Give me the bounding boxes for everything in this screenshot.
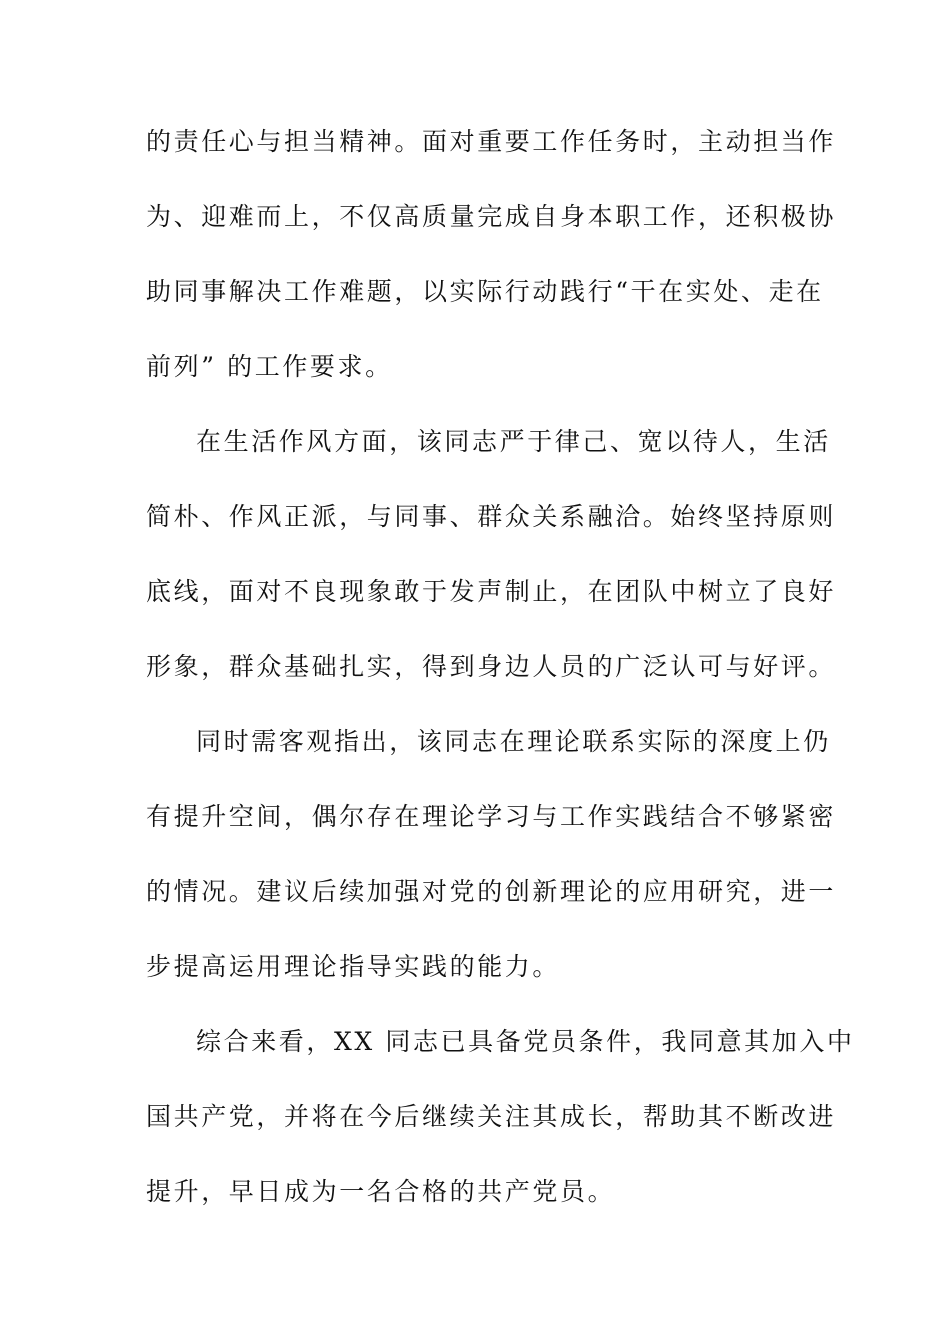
paragraph-first-line: 综合来看，XX 同志已具备党员条件，我同意其加入中 xyxy=(196,1027,855,1056)
text-line: 助同事解决工作难题，以实际行动践行“干在实处、走在 xyxy=(146,277,824,306)
text-line: 国共产党，并将在今后继续关注其成长，帮助其不断改进 xyxy=(146,1102,837,1131)
text-line: 的情况。建议后续加强对党的创新理论的应用研究，进一 xyxy=(146,877,837,906)
text-line: 底线，面对不良现象敢于发声制止，在团队中树立了良好 xyxy=(146,577,837,606)
text-line: 的责任心与担当精神。面对重要工作任务时，主动担当作 xyxy=(146,127,837,156)
text-line: 有提升空间，偶尔存在理论学习与工作实践结合不够紧密 xyxy=(146,802,837,831)
text-line: 前列” 的工作要求。 xyxy=(146,352,393,381)
text-line: 简朴、作风正派，与同事、群众关系融洽。始终坚持原则 xyxy=(146,502,837,531)
paragraph-first-line: 同时需客观指出，该同志在理论联系实际的深度上仍 xyxy=(196,727,831,756)
text-line: 形象，群众基础扎实，得到身边人员的广泛认可与好评。 xyxy=(146,652,837,681)
text-line: 步提高运用理论指导实践的能力。 xyxy=(146,952,561,981)
paragraph-first-line: 在生活作风方面，该同志严于律己、宽以待人，生活 xyxy=(196,427,831,456)
text-line: 提升，早日成为一名合格的共产党员。 xyxy=(146,1177,616,1206)
text-line: 为、迎难而上，不仅高质量完成自身本职工作，还积极协 xyxy=(146,202,837,231)
